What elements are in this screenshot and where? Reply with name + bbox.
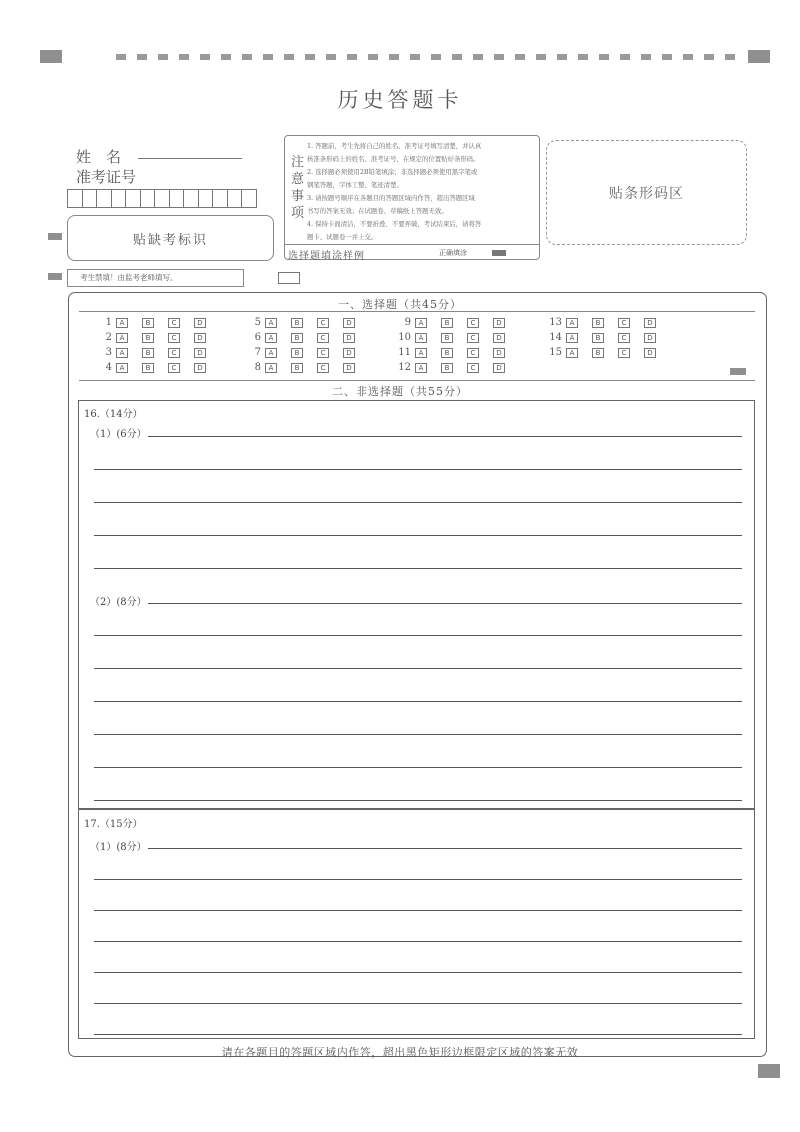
exam-id-digit-box[interactable]: [212, 189, 228, 208]
answer-line[interactable]: [94, 1034, 742, 1035]
exam-id-digit-box[interactable]: [125, 189, 141, 208]
exam-id-digit-box[interactable]: [140, 189, 156, 208]
mcq-question-number: 13: [549, 317, 562, 328]
mcq-option-bubble[interactable]: D: [343, 318, 355, 328]
footer-warning: 请在各题目的答题区域内作答，超出黑色矩形边框限定区域的答案无效: [221, 1046, 579, 1059]
mcq-option-bubble[interactable]: C: [317, 363, 329, 373]
correct-fill-label: 正确填涂: [439, 249, 467, 257]
answer-line[interactable]: [94, 910, 742, 911]
q17-part1-label: （1）(8分）: [90, 842, 147, 853]
mcq-option-bubble[interactable]: A: [415, 318, 427, 328]
mcq-option-bubble[interactable]: D: [493, 363, 505, 373]
answer-line[interactable]: [94, 1003, 742, 1004]
answer-line[interactable]: [94, 972, 742, 973]
mcq-top-rule: [79, 311, 755, 312]
mcq-option-bubble[interactable]: D: [194, 333, 206, 343]
timing-mark: [494, 54, 504, 60]
q16-part2-label: （2）(8分）: [90, 597, 147, 608]
answer-line[interactable]: [148, 603, 742, 604]
notice-item: 钢笔答题，字体工整、笔迹清楚。: [307, 181, 403, 189]
timing-mark: [158, 54, 168, 60]
question-16-label: 16.（14分）: [84, 409, 143, 420]
registration-mark-left-1: [48, 233, 62, 240]
mcq-option-bubble[interactable]: A: [265, 348, 277, 358]
mcq-option-bubble[interactable]: C: [168, 318, 180, 328]
timing-mark: [200, 54, 210, 60]
id-label: 准考证号: [76, 168, 137, 186]
mcq-option-bubble[interactable]: C: [168, 333, 180, 343]
timing-mark: [620, 54, 630, 60]
exam-id-digit-box[interactable]: [111, 189, 127, 208]
mcq-option-bubble[interactable]: C: [467, 363, 479, 373]
timing-mark: [704, 54, 714, 60]
timing-mark: [221, 54, 231, 60]
timing-mark: [410, 54, 420, 60]
exam-id-digit-box[interactable]: [183, 189, 199, 208]
mcq-question-number: 3: [105, 347, 112, 358]
answer-line[interactable]: [94, 701, 742, 702]
mcq-question-number: 8: [254, 362, 261, 373]
answer-line[interactable]: [94, 502, 742, 503]
mcq-option-bubble[interactable]: C: [467, 333, 479, 343]
mcq-option-bubble[interactable]: A: [116, 318, 128, 328]
answer-line[interactable]: [148, 436, 742, 437]
answer-line[interactable]: [94, 879, 742, 880]
mcq-option-bubble[interactable]: B: [291, 333, 303, 343]
mcq-question-number: 12: [398, 362, 411, 373]
exam-id-digit-box[interactable]: [169, 189, 185, 208]
non-mcq-section-title: 二、非选择题（共55分）: [332, 385, 468, 398]
answer-line[interactable]: [94, 535, 742, 536]
absent-note-text: 考生禁填！由监考老师填写。: [80, 273, 178, 282]
timing-mark: [305, 54, 315, 60]
mcq-option-bubble[interactable]: C: [618, 348, 630, 358]
absent-note: [67, 269, 244, 287]
mcq-question-number: 15: [549, 347, 562, 358]
timing-mark: [557, 54, 567, 60]
mcq-question-number: 10: [398, 332, 411, 343]
q16-part1-label: （1）(6分）: [90, 429, 147, 440]
notice-item: 1. 答题前，考生先将自己的姓名、准考证号填写清楚，并认真: [307, 142, 482, 150]
timing-mark: [578, 54, 588, 60]
question-17-area: [78, 809, 755, 1039]
mcq-section-title: 一、选择题（共45分）: [338, 298, 462, 311]
mcq-option-bubble[interactable]: D: [194, 363, 206, 373]
timing-mark: [347, 54, 357, 60]
registration-mark-left-2: [48, 273, 62, 280]
timing-mark: [641, 54, 651, 60]
mcq-question-number: 1: [105, 317, 112, 328]
timing-mark: [725, 54, 735, 60]
mcq-option-bubble[interactable]: B: [142, 348, 154, 358]
mcq-option-bubble[interactable]: A: [116, 348, 128, 358]
mcq-option-bubble[interactable]: A: [415, 348, 427, 358]
absent-mark-box[interactable]: [278, 272, 300, 284]
mcq-question-number: 14: [549, 332, 562, 343]
mcq-question-number: 4: [105, 362, 112, 373]
mcq-option-bubble[interactable]: D: [343, 348, 355, 358]
answer-line[interactable]: [94, 469, 742, 470]
mcq-option-bubble[interactable]: B: [291, 348, 303, 358]
mcq-question-number: 5: [254, 317, 261, 328]
mcq-option-bubble[interactable]: D: [493, 318, 505, 328]
timing-mark: [242, 54, 252, 60]
mcq-option-bubble[interactable]: A: [415, 363, 427, 373]
notice-item: 核准条形码上的姓名、准考证号，在规定的位置贴好条形码。: [307, 155, 480, 163]
mcq-option-bubble[interactable]: D: [343, 333, 355, 343]
mcq-option-bubble[interactable]: C: [168, 363, 180, 373]
registration-mark-top-left: [40, 50, 62, 63]
mcq-option-bubble[interactable]: C: [317, 318, 329, 328]
question-17-label: 17.（15分）: [84, 819, 143, 830]
notice-item: 题卡、试题卷一并上交。: [307, 233, 378, 241]
absent-sticker-area: 贴缺考标识: [67, 215, 274, 261]
timing-mark: [326, 54, 336, 60]
mcq-option-bubble[interactable]: A: [566, 333, 578, 343]
mcq-option-bubble[interactable]: D: [644, 333, 656, 343]
timing-mark: [284, 54, 294, 60]
timing-mark: [473, 54, 483, 60]
mcq-option-bubble[interactable]: B: [291, 318, 303, 328]
mcq-option-bubble[interactable]: B: [441, 318, 453, 328]
mcq-option-bubble[interactable]: B: [142, 333, 154, 343]
registration-mark-bottom-right: [758, 1064, 780, 1078]
exam-id-boxes[interactable]: [67, 189, 256, 208]
mcq-option-bubble[interactable]: B: [592, 348, 604, 358]
name-field[interactable]: [138, 158, 242, 159]
question-16-area: [78, 400, 755, 809]
answer-line[interactable]: [94, 941, 742, 942]
mcq-option-bubble[interactable]: A: [116, 333, 128, 343]
mcq-option-bubble[interactable]: D: [194, 348, 206, 358]
answer-line[interactable]: [94, 568, 742, 569]
mcq-question-number: 6: [254, 332, 261, 343]
mcq-option-bubble[interactable]: B: [441, 363, 453, 373]
mcq-option-bubble[interactable]: A: [415, 333, 427, 343]
mcq-question-number: 7: [254, 347, 261, 358]
mcq-option-bubble[interactable]: C: [317, 333, 329, 343]
timing-mark: [452, 54, 462, 60]
mcq-option-bubble[interactable]: A: [265, 318, 277, 328]
mcq-option-bubble[interactable]: C: [317, 348, 329, 358]
answer-line[interactable]: [94, 635, 742, 636]
name-label: 姓 名: [76, 148, 122, 166]
mcq-option-bubble[interactable]: B: [291, 363, 303, 373]
mcq-option-bubble[interactable]: D: [644, 348, 656, 358]
timing-mark: [179, 54, 189, 60]
mcq-question-number: 9: [404, 317, 411, 328]
exam-id-digit-box[interactable]: [241, 189, 257, 208]
mcq-option-bubble[interactable]: B: [592, 333, 604, 343]
barcode-area: 贴条形码区: [546, 140, 747, 245]
exam-id-digit-box[interactable]: [198, 189, 214, 208]
mcq-question-number: 11: [398, 347, 411, 358]
answer-line[interactable]: [94, 767, 742, 768]
mcq-option-bubble[interactable]: D: [493, 348, 505, 358]
timing-mark: [683, 54, 693, 60]
fill-example: [285, 244, 539, 260]
fill-example-label: 选择题填涂样例: [288, 251, 365, 262]
mcq-option-bubble[interactable]: C: [618, 333, 630, 343]
mcq-bottom-rule: [79, 380, 755, 381]
timing-mark: [431, 54, 441, 60]
mcq-option-bubble[interactable]: D: [194, 318, 206, 328]
mcq-option-bubble[interactable]: D: [343, 363, 355, 373]
mcq-option-bubble[interactable]: C: [168, 348, 180, 358]
timing-mark: [263, 54, 273, 60]
exam-id-digit-box[interactable]: [154, 189, 170, 208]
mcq-option-bubble[interactable]: A: [566, 318, 578, 328]
timing-mark: [116, 54, 126, 60]
exam-id-digit-box[interactable]: [82, 189, 98, 208]
mcq-option-bubble[interactable]: A: [265, 363, 277, 373]
notice-item: 3. 请按题号顺序在各题目的答题区域内作答，超出答题区域: [307, 194, 475, 202]
mcq-option-bubble[interactable]: B: [441, 333, 453, 343]
notice-items: [307, 140, 535, 244]
timing-mark: [662, 54, 672, 60]
answer-line[interactable]: [94, 800, 742, 801]
notice-item: 2. 选择题必须使用2B铅笔填涂；非选择题必须使用黑字笔或: [307, 168, 478, 176]
answer-line[interactable]: [94, 668, 742, 669]
timing-mark: [599, 54, 609, 60]
exam-id-digit-box[interactable]: [96, 189, 112, 208]
mcq-option-bubble[interactable]: C: [467, 348, 479, 358]
mcq-option-bubble[interactable]: A: [566, 348, 578, 358]
notice-heading: 注意事项: [291, 155, 305, 221]
timing-mark: [137, 54, 147, 60]
mcq-option-bubble[interactable]: D: [493, 333, 505, 343]
mcq-question-number: 2: [105, 332, 112, 343]
exam-id-digit-box[interactable]: [227, 189, 243, 208]
timing-mark: [368, 54, 378, 60]
mcq-option-bubble[interactable]: A: [265, 333, 277, 343]
mcq-option-bubble[interactable]: D: [644, 318, 656, 328]
mcq-option-bubble[interactable]: A: [116, 363, 128, 373]
registration-mark-top-right: [748, 50, 770, 63]
answer-line[interactable]: [94, 734, 742, 735]
mcq-option-bubble[interactable]: B: [142, 318, 154, 328]
notice-item: 4. 保持卡面清洁，不要折叠、不要弄破，考试结束后，请将答: [307, 220, 482, 228]
page-title: 历史答题卡: [337, 88, 463, 112]
mcq-option-bubble[interactable]: C: [467, 318, 479, 328]
answer-line[interactable]: [148, 848, 742, 849]
mcq-option-bubble[interactable]: B: [441, 348, 453, 358]
notice-item: 书写的答案无效；在试题卷、草稿纸上答题无效。: [307, 207, 448, 215]
correct-fill-swatch: [492, 250, 506, 256]
mcq-option-bubble[interactable]: C: [618, 318, 630, 328]
timing-mark: [536, 54, 546, 60]
mcq-option-bubble[interactable]: B: [592, 318, 604, 328]
timing-mark: [389, 54, 399, 60]
exam-id-digit-box[interactable]: [67, 189, 83, 208]
timing-mark: [515, 54, 525, 60]
notice-box: [284, 135, 540, 260]
mcq-option-bubble[interactable]: B: [142, 363, 154, 373]
